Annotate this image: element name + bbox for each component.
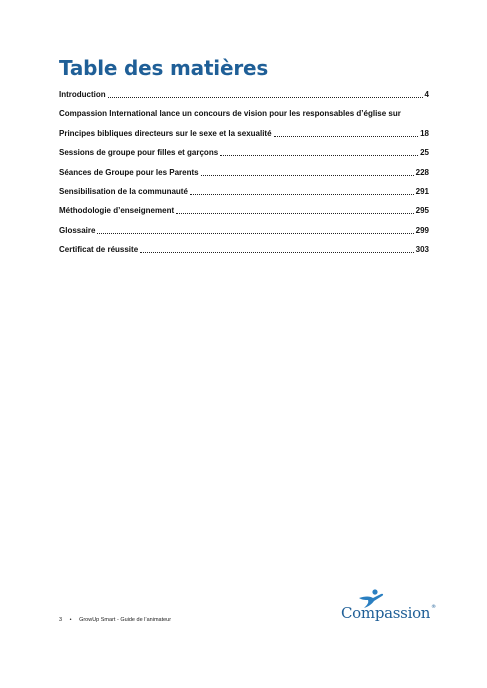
toc-dot-leader <box>97 232 413 234</box>
toc-entry-label: Certificat de réussite <box>59 245 139 255</box>
toc-entry-label: Sessions de groupe pour filles et garçons <box>59 148 219 158</box>
toc-entry-label: Séances de Groupe pour les Parents <box>59 167 199 177</box>
compassion-logo <box>337 588 437 628</box>
toc-entry-compassion-vision[interactable] <box>59 108 429 120</box>
footer-text: GrowUp Smart - Guide de l’animateur <box>79 617 172 623</box>
toc-dot-leader <box>274 135 419 137</box>
toc-entry-page: 295 <box>415 206 429 216</box>
table-of-contents <box>59 89 429 264</box>
toc-entry-certificat[interactable] <box>59 244 429 256</box>
toc-entry-page: 303 <box>415 245 429 255</box>
toc-entry-principes-bibliques[interactable] <box>59 128 429 140</box>
toc-entry-label: Principes bibliques directeurs sur le sexe et la sexualité <box>59 128 272 138</box>
footer-bullet: • <box>69 617 72 623</box>
toc-dot-leader <box>220 154 418 156</box>
footer-page-number: 3 <box>59 617 63 623</box>
logo-wordmark: Compassion® <box>341 604 436 622</box>
toc-entry-glossaire[interactable] <box>59 225 429 237</box>
toc-entry-page: 25 <box>420 148 429 158</box>
toc-entry-label: Compassion International lance un concours de vision pour les responsables d’église sur <box>59 109 401 119</box>
page-title: Table des matières <box>59 56 269 80</box>
toc-entry-seances-parents[interactable] <box>59 167 429 179</box>
toc-entry-label: Méthodologie d’enseignement <box>59 206 175 216</box>
toc-entry-label: Glossaire <box>59 225 96 235</box>
toc-entry-label: Introduction <box>59 90 106 99</box>
toc-entry-page: 291 <box>415 186 429 196</box>
toc-entry-methodologie[interactable] <box>59 205 429 217</box>
toc-entry-sessions-groupe[interactable] <box>59 147 429 159</box>
toc-entry-page: 228 <box>415 167 429 177</box>
toc-dot-leader <box>140 251 414 253</box>
toc-dot-leader <box>190 193 414 195</box>
toc-entry-page: 4 <box>424 90 429 99</box>
toc-entry-sensibilisation[interactable] <box>59 186 429 198</box>
page-footer <box>59 617 171 623</box>
toc-dot-leader <box>201 174 414 176</box>
toc-entry-introduction[interactable] <box>59 89 429 101</box>
toc-dot-leader <box>108 96 423 98</box>
toc-entry-label: Sensibilisation de la communauté <box>59 186 188 196</box>
toc-dot-leader <box>176 212 414 214</box>
toc-entry-page: 299 <box>415 225 429 235</box>
toc-entry-page: 18 <box>420 128 429 138</box>
